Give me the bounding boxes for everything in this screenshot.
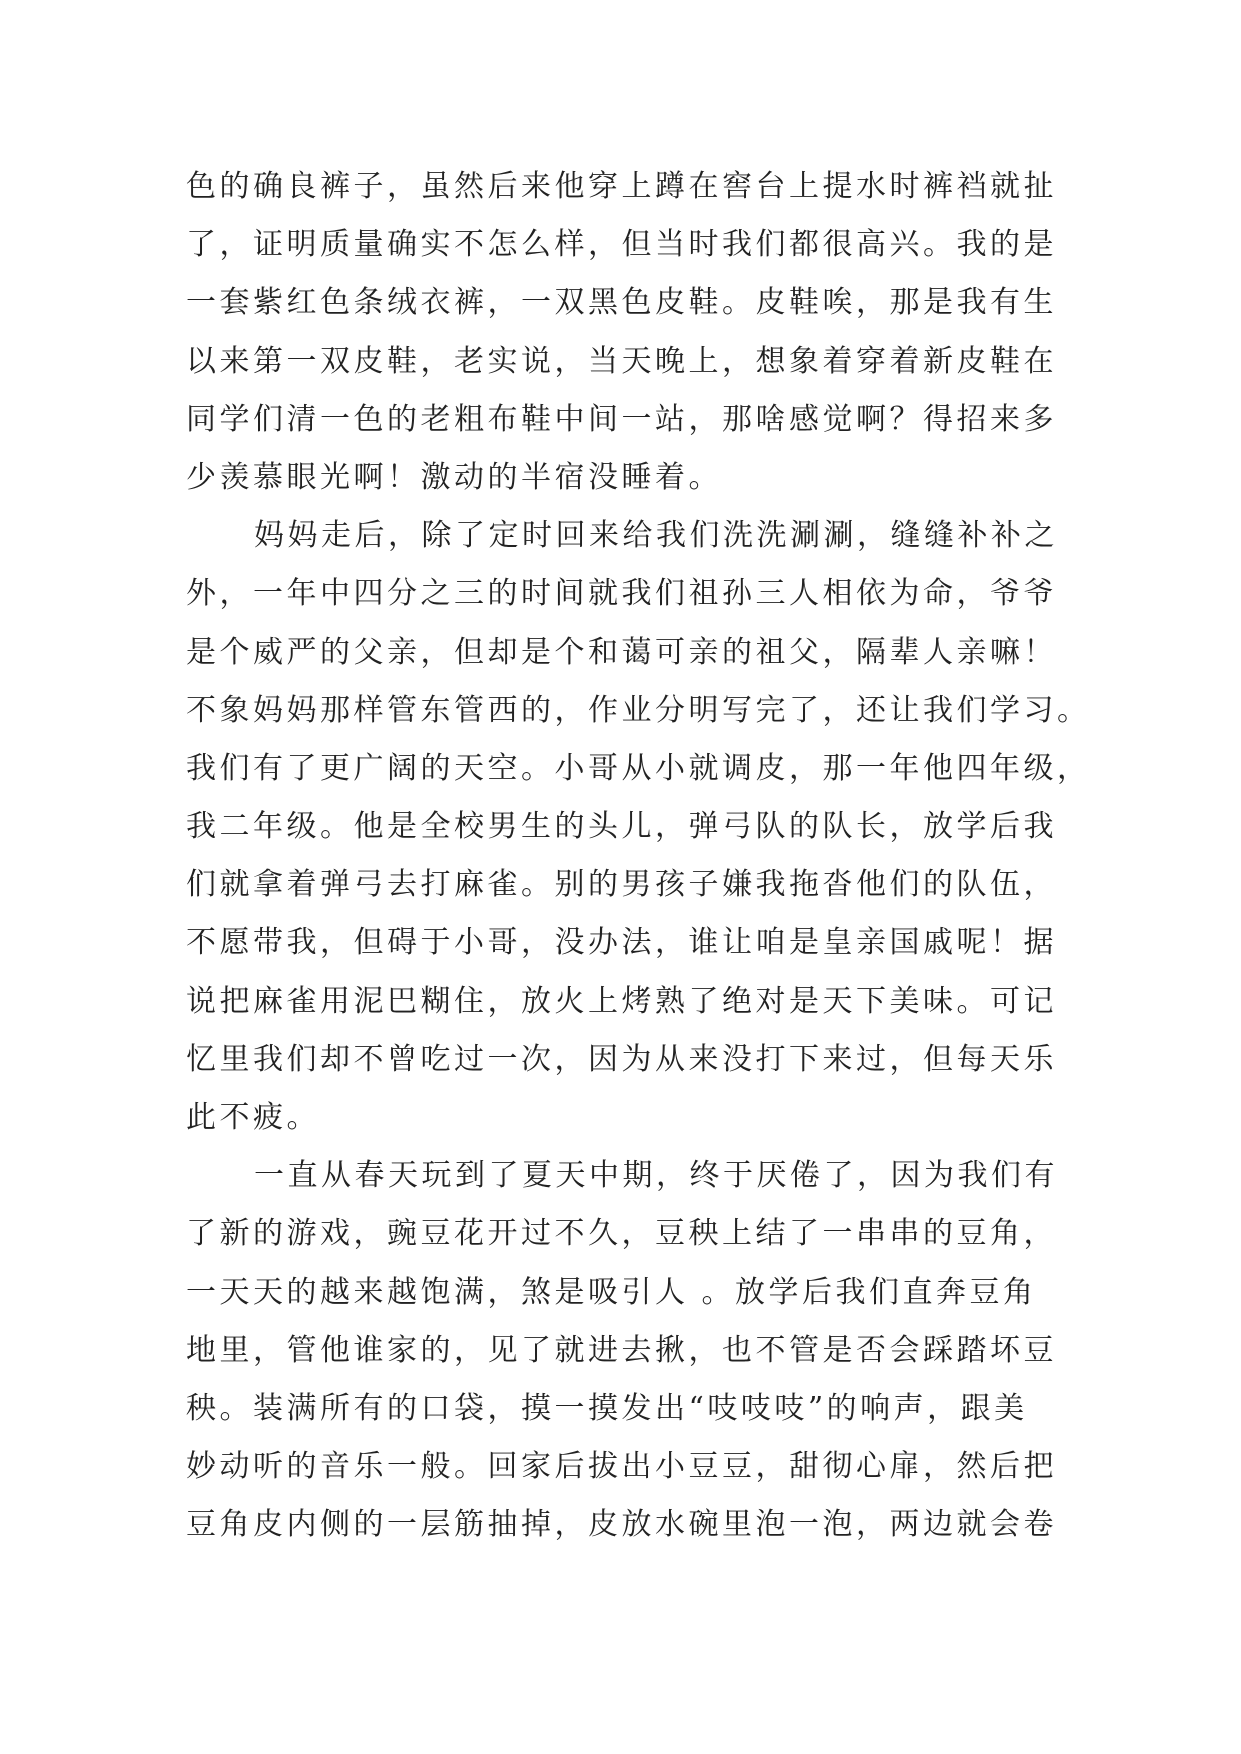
text-line: 外，一年中四分之三的时间就我们祖孙三人相依为命，爷爷 (186, 576, 1057, 612)
text-line: 秧。装满所有的口袋，摸一摸发出“吱吱吱”的响声，跟美 (186, 1390, 1028, 1426)
text-line: 少羡慕眼光啊！激动的半宿没睡着。 (186, 459, 722, 495)
text-line: 了，证明质量确实不怎么样，但当时我们都很高兴。我的是 (186, 227, 1057, 263)
text-line: 此不疲。 (186, 1100, 320, 1135)
text-line: 妈妈走后，除了定时回来给我们洗洗涮涮，缝缝补补之 (254, 518, 1058, 554)
text-line: 妙动听的音乐一般。回家后拔出小豆豆，甜彻心扉，然后把 (186, 1449, 1057, 1485)
text-line: 色的确良裤子，虽然后来他穿上蹲在窖台上提水时裤裆就扯 (186, 169, 1057, 204)
text-line: 不愿带我，但碍于小哥，没办法，谁让咱是皇亲国戚呢！据 (186, 925, 1057, 961)
text-line: 忆里我们却不曾吃过一次，因为从来没打下来过，但每天乐 (186, 1041, 1057, 1077)
text-line: 了新的游戏，豌豆花开过不久，豆秧上结了一串串的豆角， (186, 1216, 1057, 1252)
text-line: 豆角皮内侧的一层筋抽掉，皮放水碗里泡一泡，两边就会卷 (186, 1507, 1057, 1543)
text-line: 是个威严的父亲，但却是个和蔼可亲的祖父，隔辈人亲嘛！ (186, 634, 1057, 670)
text-line: 以来第一双皮鞋，老实说，当天晚上，想象着穿着新皮鞋在 (186, 343, 1057, 379)
paragraph-3 (186, 1147, 1056, 1554)
paragraph-1 (186, 158, 1056, 507)
text-line: 不象妈妈那样管东管西的，作业分明写完了，还让我们学习。 (186, 692, 1091, 728)
paragraph-2 (186, 507, 1091, 1147)
text-line: 同学们清一色的老粗布鞋中间一站，那啥感觉啊？得招来多 (186, 401, 1057, 437)
text-line: 地里，管他谁家的，见了就进去揪，也不管是否会踩踏坏豆 (186, 1332, 1057, 1368)
text-line: 一直从春天玩到了夏天中期，终于厌倦了，因为我们有 (254, 1158, 1058, 1194)
text-line: 说把麻雀用泥巴糊住，放火上烤熟了绝对是天下美味。可记 (186, 983, 1057, 1019)
text-line: 我二年级。他是全校男生的头儿，弹弓队的队长，放学后我 (186, 809, 1057, 845)
body-text (186, 158, 1091, 1555)
text-line: 我们有了更广阔的天空。小哥从小就调皮，那一年他四年级， (186, 750, 1091, 786)
text-line: 一天天的越来越饱满，煞是吸引人 。放学后我们直奔豆角 (186, 1274, 1037, 1310)
text-line: 们就拿着弹弓去打麻雀。别的男孩子嫌我拖沓他们的队伍， (186, 867, 1057, 903)
text-line: 一套紫红色条绒衣裤，一双黑色皮鞋。皮鞋唉，那是我有生 (186, 285, 1057, 321)
